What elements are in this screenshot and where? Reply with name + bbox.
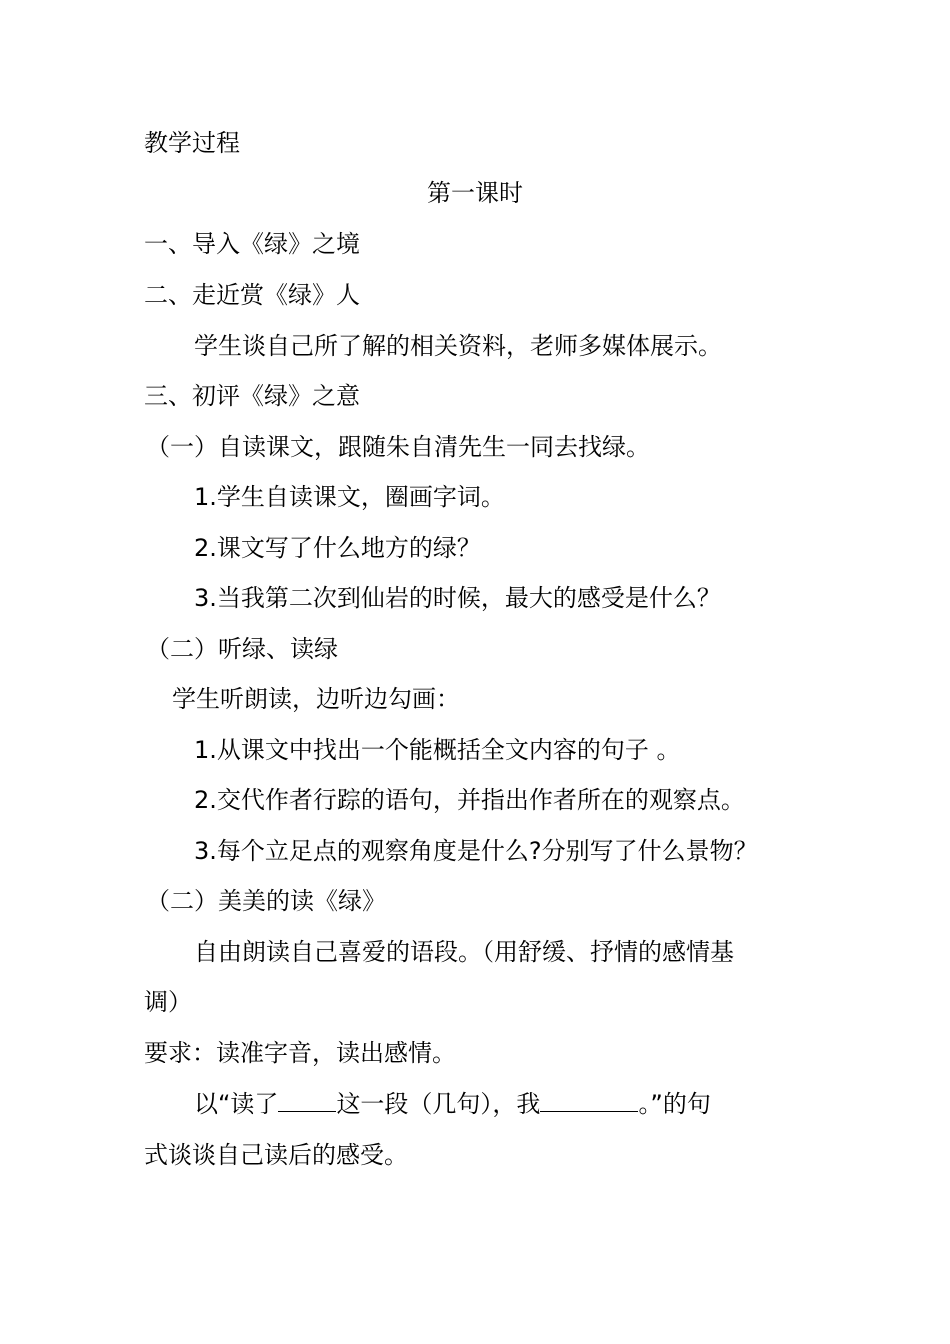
section-2-title: 二、走近赏《绿》人 — [144, 281, 360, 309]
sentence-pattern-part-2: 这一段（几句），我 — [336, 1090, 541, 1118]
subsection-2-question-2: 2.交代作者行踪的语句，并指出作者所在的观察点。 — [194, 786, 745, 814]
sentence-pattern-line-1 — [194, 1089, 711, 1119]
sentence-pattern-part-1: 以“读了 — [194, 1090, 279, 1118]
section-2-paragraph: 学生谈自己所了解的相关资料，老师多媒体展示。 — [194, 332, 722, 360]
fill-in-blank-2 — [540, 1089, 638, 1112]
section-3-title: 三、初评《绿》之意 — [144, 382, 360, 410]
subsection-3-paragraph-line-1: 自由朗读自己喜爱的语段。（用舒缓、抒情的感情基 — [194, 938, 734, 966]
section-heading: 教学过程 — [144, 129, 240, 157]
sentence-pattern-part-3: 。”的句 — [638, 1090, 711, 1118]
subsection-3-title: （二）美美的读《绿》 — [146, 887, 386, 915]
sentence-pattern-line-2: 式谈谈自己读后的感受。 — [144, 1141, 408, 1169]
subsection-1-question-1: 1.学生自读课文，圈画字词。 — [194, 483, 505, 511]
section-1-title: 一、导入《绿》之境 — [144, 230, 360, 258]
subsection-2-title: （二）听绿、读绿 — [146, 635, 338, 663]
requirement-line: 要求：读准字音，读出感情。 — [144, 1039, 456, 1067]
subsection-2-intro: 学生听朗读，边听边勾画： — [172, 685, 460, 713]
lesson-title: 第一课时 — [427, 179, 523, 207]
subsection-1-question-3: 3.当我第二次到仙岩的时候，最大的感受是什么？ — [194, 584, 721, 612]
subsection-2-question-3: 3.每个立足点的观察角度是什么?分别写了什么景物？ — [194, 837, 758, 865]
subsection-2-question-1: 1.从课文中找出一个能概括全文内容的句子 。 — [194, 736, 681, 764]
subsection-1-question-2: 2.课文写了什么地方的绿？ — [194, 534, 481, 562]
subsection-1-title: （一）自读课文，跟随朱自清先生一同去找绿。 — [146, 433, 650, 461]
subsection-3-paragraph-line-2: 调） — [144, 988, 192, 1016]
fill-in-blank-1 — [278, 1089, 336, 1112]
